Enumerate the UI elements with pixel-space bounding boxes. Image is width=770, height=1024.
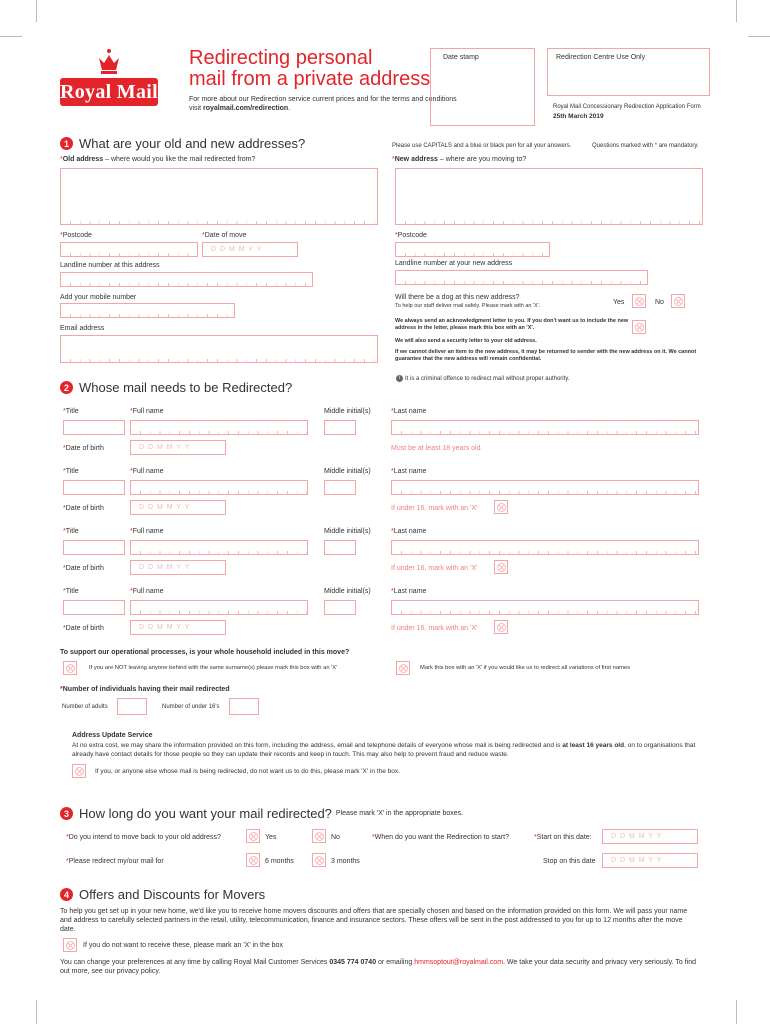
- num-adults-field[interactable]: [117, 698, 147, 715]
- offers-optout-checkbox[interactable]: [63, 938, 77, 952]
- old-address-field[interactable]: [60, 168, 378, 225]
- preferences-text-c: . We take your data security and privacy very seriously. To find out more, see our privacy policy.: [60, 959, 697, 975]
- title-line-1: Redirecting personal: [189, 47, 373, 69]
- aus-title: Address Update Service: [72, 732, 153, 739]
- date-stamp-label: Date stamp: [443, 54, 479, 61]
- under-16-note: If under 16, mark with an 'X': [391, 625, 478, 632]
- num-adults-label: Number of adults: [62, 704, 108, 710]
- crop-mark: [748, 36, 770, 37]
- start-date-text: Start on this date:: [536, 834, 592, 841]
- start-date-field[interactable]: D D M M Y Y: [602, 829, 698, 844]
- required-star: *: [63, 445, 66, 452]
- required-star: *: [63, 505, 66, 512]
- move-back-label: [66, 834, 221, 841]
- optout-email-link[interactable]: hmmsoptout@royalmail.com: [414, 959, 504, 966]
- last-name-label: [391, 528, 426, 535]
- section-2-title: Whose mail needs to be Redirected?: [79, 380, 293, 395]
- last-name-label: [391, 468, 426, 475]
- capitals-note: Please use CAPITALS and a blue or black pen for all your answers.: [392, 143, 572, 149]
- three-months-label: 3 months: [331, 858, 360, 865]
- intro-link[interactable]: royalmail.com/redirection: [203, 105, 289, 112]
- required-star: *: [392, 156, 395, 163]
- under-16-checkbox[interactable]: [494, 500, 508, 514]
- info-icon: i: [396, 375, 403, 382]
- old-postcode-field[interactable]: [60, 242, 198, 257]
- title-label: [63, 408, 79, 415]
- last-name-label: [391, 408, 426, 415]
- address-update-service: [60, 728, 710, 780]
- postcode-text: Postcode: [62, 232, 92, 239]
- required-star: *: [130, 588, 133, 595]
- mobile-label: Add your mobile number: [60, 294, 137, 301]
- when-start-text: When do you want the Redirection to start?: [374, 834, 509, 841]
- old-address-label: [60, 156, 255, 163]
- landline-old-field[interactable]: [60, 272, 313, 287]
- full-name-text: Full name: [132, 588, 164, 595]
- dob-field[interactable]: D D M M Y Y: [130, 440, 226, 455]
- required-star: *: [391, 588, 394, 595]
- new-address-label: [392, 156, 526, 163]
- section-3-number: 3: [60, 807, 73, 820]
- title-label: [63, 528, 79, 535]
- stop-date-label: Stop on this date: [543, 858, 596, 865]
- section-4-title: Offers and Discounts for Movers: [79, 887, 266, 902]
- dob-field[interactable]: D D M M Y Y: [130, 560, 226, 575]
- section-1-title: What are your old and new addresses?: [79, 136, 306, 151]
- num-individuals-label: [60, 686, 230, 693]
- last-name-field[interactable]: [391, 480, 699, 495]
- full-name-text: Full name: [132, 408, 164, 415]
- move-back-text: Do you intend to move back to your old address?: [68, 834, 221, 841]
- title-field[interactable]: [63, 420, 125, 435]
- aus-optout-label: If you, or anyone else whose mail is being redirected, do not want us to do this, please mark 'X' in the box.: [95, 768, 400, 775]
- dob-text: Date of birth: [65, 565, 104, 572]
- last-name-field[interactable]: [391, 420, 699, 435]
- last-name-text: Last name: [393, 468, 427, 475]
- form-date: 25th March 2019: [553, 113, 604, 120]
- customer-services-phone[interactable]: 0345 774 0740: [329, 959, 377, 966]
- middle-initial-field[interactable]: [324, 420, 356, 435]
- form-name: Royal Mail Concessionary Redirection Application Form: [553, 104, 701, 110]
- title-text: Title: [65, 408, 79, 415]
- required-star: *: [395, 232, 398, 239]
- move-back-yes-label: Yes: [265, 834, 277, 841]
- full-name-text: Full name: [132, 468, 164, 475]
- rc-use-label: Redirection Centre Use Only: [556, 54, 646, 61]
- required-star: *: [63, 468, 66, 475]
- title-label: [63, 468, 79, 475]
- old-postcode-label: [60, 232, 92, 239]
- section-4-heading: [60, 887, 265, 902]
- dob-label: [63, 445, 104, 452]
- dog-yes-label: Yes: [613, 299, 625, 306]
- full-name-label: [130, 408, 163, 415]
- old-address-title: Old address: [62, 156, 104, 163]
- section-3-hint: Please mark 'X' in the appropriate boxes.: [335, 810, 464, 817]
- full-name-field[interactable]: [130, 540, 308, 555]
- landline-new-label: Landline number at your new address: [395, 260, 513, 267]
- royal-mail-logo: [60, 48, 158, 110]
- new-address-hint: – where are you moving to?: [437, 156, 527, 163]
- date-of-move-field[interactable]: D D M M Y Y: [202, 242, 298, 257]
- required-star: *: [391, 408, 394, 415]
- preferences-paragraph: [60, 958, 700, 976]
- section-4-number: 4: [60, 888, 73, 901]
- move-back-yes-checkbox[interactable]: [246, 829, 260, 843]
- crop-mark: [0, 36, 22, 37]
- title-line-2: mail from a private address: [189, 68, 431, 90]
- section-2-heading: [60, 380, 292, 395]
- offers-optout-label: If you do not want to receive these, please mark an 'X' in the box: [83, 942, 283, 949]
- under-16-checkbox[interactable]: [494, 560, 508, 574]
- last-name-field[interactable]: [391, 600, 699, 615]
- required-star: *: [60, 156, 63, 163]
- under-16-checkbox[interactable]: [494, 620, 508, 634]
- not-leaving-checkbox[interactable]: [63, 661, 77, 675]
- num-under16-label: Number of under 16's: [162, 704, 220, 710]
- required-star: *: [130, 528, 133, 535]
- num-individuals-text: Number of individuals having their mail redirected: [62, 686, 230, 693]
- required-star: *: [63, 528, 66, 535]
- variations-checkbox[interactable]: [396, 661, 410, 675]
- middle-initial-label: Middle initial(s): [324, 528, 371, 535]
- last-name-text: Last name: [393, 528, 427, 535]
- title-field[interactable]: [63, 480, 125, 495]
- section-2-number: 2: [60, 381, 73, 394]
- section-1-heading: [60, 136, 305, 151]
- offers-paragraph: To help you get set up in your new home, we'd like you to receive home movers discounts and offers that are specially chosen and based on the information provided on this form. We will pass your name and address to carefully selected partners in the retail, utility, telecommunication, finance and insurance sectors. These offers will be sent in the post addressed to you for up to 12 months after the move date.: [60, 908, 688, 933]
- new-postcode-label: [395, 232, 427, 239]
- six-months-checkbox[interactable]: [246, 853, 260, 867]
- postcode-text: Postcode: [397, 232, 427, 239]
- crop-mark: [36, 1000, 37, 1024]
- page-title: [189, 48, 430, 90]
- logo-wordmark: Royal Mail: [60, 78, 158, 106]
- title-field[interactable]: [63, 600, 125, 615]
- under-16-note: If under 16, mark with an 'X': [391, 505, 478, 512]
- new-address-field[interactable]: [395, 168, 703, 225]
- landline-new-field[interactable]: [395, 270, 648, 285]
- mobile-field[interactable]: [60, 303, 235, 318]
- dob-label: [63, 505, 104, 512]
- section-3-heading: [60, 806, 463, 821]
- title-label: [63, 588, 79, 595]
- mandatory-text-b: are mandatory.: [657, 143, 699, 149]
- redirect-for-label: [66, 858, 164, 865]
- mandatory-note: [592, 143, 699, 149]
- title-text: Title: [65, 468, 79, 475]
- title-field[interactable]: [63, 540, 125, 555]
- aus-text-bold: at least 16 years old: [562, 742, 625, 749]
- intro-text: [189, 95, 469, 113]
- required-star: *: [66, 834, 69, 841]
- middle-initial-field[interactable]: [324, 600, 356, 615]
- title-text: Title: [65, 588, 79, 595]
- redirect-for-text: Please redirect my/our mail for: [68, 858, 164, 865]
- intro-body: For more about our Redirection service current prices and for the terms and conditions visit: [189, 96, 457, 112]
- required-star: *: [202, 232, 205, 239]
- crown-icon: [96, 48, 122, 76]
- required-star: *: [391, 468, 394, 475]
- when-start-label: [372, 834, 509, 841]
- move-back-no-label: No: [331, 834, 340, 841]
- dob-label: [63, 565, 104, 572]
- age-requirement-note: Must be at least 18 years old.: [391, 445, 483, 452]
- middle-initial-label: Middle initial(s): [324, 468, 371, 475]
- section-3-title: How long do you want your mail redirected?: [79, 806, 332, 821]
- start-date-label: [534, 834, 592, 841]
- last-name-label: [391, 588, 426, 595]
- full-name-field[interactable]: [130, 600, 308, 615]
- required-star: *: [391, 528, 394, 535]
- aus-optout-checkbox[interactable]: [72, 764, 86, 778]
- last-name-text: Last name: [393, 408, 427, 415]
- crop-mark: [736, 1000, 737, 1024]
- under-16-note: If under 16, mark with an 'X': [391, 565, 478, 572]
- redirection-centre-box: [547, 48, 710, 96]
- required-star: *: [63, 408, 66, 415]
- dob-text: Date of birth: [65, 505, 104, 512]
- section-1-number: 1: [60, 137, 73, 150]
- aus-text-b: , on to organisations that already have contact details for those people so they can update their records and keep in touch. This may also help to prevent fraud and reduce waste.: [72, 742, 696, 758]
- dob-field[interactable]: D D M M Y Y: [130, 620, 226, 635]
- full-name-field[interactable]: [130, 420, 308, 435]
- date-stamp-box: [430, 48, 535, 126]
- dog-no-label: No: [655, 299, 664, 306]
- intro-end: .: [288, 105, 291, 112]
- aus-text: [72, 742, 702, 759]
- title-text: Title: [65, 528, 79, 535]
- full-name-label: [130, 468, 163, 475]
- dog-question: Will there be a dog at this new address?: [395, 294, 520, 301]
- mandatory-text-a: Questions marked with: [592, 143, 655, 149]
- offence-text: It is a criminal offence to redirect mail without proper authority.: [405, 376, 570, 383]
- middle-initial-label: Middle initial(s): [324, 588, 371, 595]
- dog-hint: To help our staff deliver mail safely. Please mark with an 'X'.: [395, 303, 541, 309]
- required-star: *: [372, 834, 375, 841]
- required-star: *: [66, 858, 69, 865]
- aus-text-a: At no extra cost, we may share the information provided on this form, including the address, email and telephone details of everyone whose mail is being redirected and is: [72, 742, 563, 749]
- dob-text: Date of birth: [65, 625, 104, 632]
- required-star: *: [60, 686, 63, 693]
- landline-old-label: Landline number at this address: [60, 262, 160, 269]
- full-name-label: [130, 528, 163, 535]
- three-months-checkbox[interactable]: [312, 853, 326, 867]
- crop-mark: [736, 0, 737, 22]
- full-name-text: Full name: [132, 528, 164, 535]
- required-star: *: [130, 468, 133, 475]
- new-address-title: New address: [394, 156, 438, 163]
- preferences-text-a: You can change your preferences at any time by calling Royal Mail Customer Services: [60, 959, 330, 966]
- criminal-offence-note: [396, 375, 570, 382]
- dob-text: Date of birth: [65, 445, 104, 452]
- old-address-hint: – where would you like the mail redirected from?: [103, 156, 256, 163]
- preferences-text-b: or emailing: [376, 959, 415, 966]
- not-leaving-label: If you are NOT leaving anyone behind with the same surname(s) please mark this box with an 'X': [89, 665, 338, 671]
- middle-initial-field[interactable]: [324, 480, 356, 495]
- full-name-label: [130, 588, 163, 595]
- date-of-move-text: Date of move: [204, 232, 247, 239]
- stop-date-field[interactable]: D D M M Y Y: [602, 853, 698, 868]
- required-star: *: [130, 408, 133, 415]
- mandatory-star: *: [654, 143, 658, 149]
- ack-checkbox[interactable]: [632, 320, 646, 334]
- middle-initial-label: Middle initial(s): [324, 408, 371, 415]
- required-star: *: [534, 834, 537, 841]
- cannot-deliver-note: If we cannot deliver an item to the new address, it may be returned to sender with the new address on it. We cannot guarantee that the new address will remain confidential.: [395, 349, 697, 362]
- full-name-field[interactable]: [130, 480, 308, 495]
- middle-initial-field[interactable]: [324, 540, 356, 555]
- dog-yes-checkbox[interactable]: [632, 294, 646, 308]
- move-back-no-checkbox[interactable]: [312, 829, 326, 843]
- dob-label: [63, 625, 104, 632]
- num-under16-field[interactable]: [229, 698, 259, 715]
- last-name-field[interactable]: [391, 540, 699, 555]
- date-of-move-label: [202, 232, 246, 239]
- acknowledgment-note: We always send an acknowledgment letter to you. If you don't want us to include the new address in the letter, please mark this box with an 'X'.: [395, 318, 629, 331]
- new-postcode-field[interactable]: [395, 242, 550, 257]
- last-name-text: Last name: [393, 588, 427, 595]
- email-field[interactable]: [60, 335, 378, 363]
- variations-label: Mark this box with an 'X' if you would like us to redirect all variations of first names: [420, 665, 631, 671]
- dog-no-checkbox[interactable]: [671, 294, 685, 308]
- six-months-label: 6 months: [265, 858, 294, 865]
- required-star: *: [63, 565, 66, 572]
- required-star: *: [63, 588, 66, 595]
- dob-field[interactable]: D D M M Y Y: [130, 500, 226, 515]
- household-question: To support our operational processes, is your whole household included in this move?: [60, 649, 350, 656]
- required-star: *: [60, 232, 63, 239]
- email-label: Email address: [60, 325, 105, 332]
- required-star: *: [63, 625, 66, 632]
- crop-mark: [36, 0, 37, 22]
- security-note: We will also send a security letter to your old address.: [395, 338, 537, 344]
